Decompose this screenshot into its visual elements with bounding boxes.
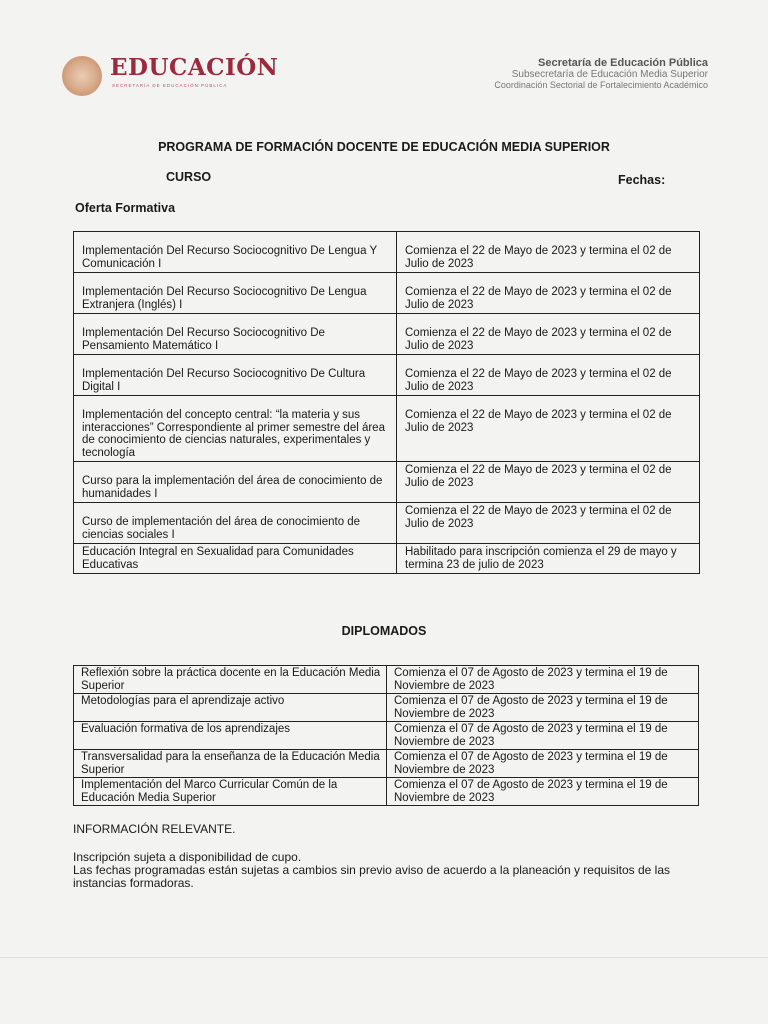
divider	[0, 957, 768, 958]
course-name: Implementación Del Recurso Sociocognitivo De Pensamiento Matemático I	[74, 314, 397, 355]
diplomado-dates: Comienza el 07 de Agosto de 2023 y termina el 19 de Noviembre de 2023	[387, 666, 699, 694]
cursos-table	[73, 231, 700, 574]
diplomado-dates: Comienza el 07 de Agosto de 2023 y termina el 19 de Noviembre de 2023	[387, 778, 699, 806]
diplomado-dates: Comienza el 07 de Agosto de 2023 y termina el 19 de Noviembre de 2023	[387, 694, 699, 722]
oferta-formativa-label: Oferta Formativa	[75, 201, 176, 215]
agency-line-2: Subsecretaría de Educación Media Superior	[511, 69, 708, 80]
diplomado-name: Metodologías para el aprendizaje activo	[74, 694, 387, 722]
course-name: Implementación Del Recurso Sociocognitivo De Lengua Y Comunicación I	[74, 232, 397, 273]
table-row	[74, 666, 699, 694]
diplomado-name: Evaluación formativa de los aprendizajes	[74, 722, 387, 750]
course-name: Curso para la implementación del área de conocimiento de humanidades I	[74, 462, 397, 503]
course-dates: Comienza el 22 de Mayo de 2023 y termina el 02 de Julio de 2023	[397, 314, 700, 355]
agency-line-3: Coordinación Sectorial de Fortalecimiento Académico	[494, 80, 708, 90]
course-dates: Comienza el 22 de Mayo de 2023 y termina el 02 de Julio de 2023	[397, 462, 700, 503]
info-line: Las fechas programadas están sujetas a cambios sin previo aviso de acuerdo a la planeación y requisitos de las instancias formadoras.	[73, 863, 671, 890]
info-title: INFORMACIÓN RELEVANTE.	[73, 822, 236, 836]
document-title: PROGRAMA DE FORMACIÓN DOCENTE DE EDUCACIÓN MEDIA SUPERIOR	[158, 140, 610, 154]
curso-label: CURSO	[166, 170, 212, 184]
table-row	[74, 722, 699, 750]
diplomados-table	[73, 665, 699, 806]
info-line: Inscripción sujeta a disponibilidad de cupo.	[73, 850, 302, 864]
table-row	[74, 232, 700, 273]
course-name: Educación Integral en Sexualidad para Comunidades Educativas	[74, 544, 397, 574]
table-row	[74, 694, 699, 722]
government-seal-icon	[62, 56, 102, 96]
table-row	[74, 750, 699, 778]
course-name: Curso de implementación del área de conocimiento de ciencias sociales I	[74, 503, 397, 544]
diplomado-name: Reflexión sobre la práctica docente en la Educación Media Superior	[74, 666, 387, 694]
table-row	[74, 462, 700, 503]
brand-subtitle: SECRETARÍA DE EDUCACIÓN PÚBLICA	[112, 83, 228, 88]
course-name: Implementación del concepto central: “la materia y sus interacciones” Correspondiente al primer semestre del área de conocimiento de ciencias naturales, experimentales y tecnología	[74, 396, 397, 462]
diplomados-title: DIPLOMADOS	[341, 624, 427, 638]
table-row	[74, 544, 700, 574]
course-dates: Comienza el 22 de Mayo de 2023 y termina el 02 de Julio de 2023	[397, 396, 700, 462]
table-row	[74, 778, 699, 806]
course-dates: Comienza el 22 de Mayo de 2023 y termina el 02 de Julio de 2023	[397, 273, 700, 314]
table-row	[74, 314, 700, 355]
course-dates: Comienza el 22 de Mayo de 2023 y termina el 02 de Julio de 2023	[397, 355, 700, 396]
diplomado-name: Implementación del Marco Curricular Común de la Educación Media Superior	[74, 778, 387, 806]
agency-line-1: Secretaría de Educación Pública	[538, 57, 708, 69]
agency-block	[494, 58, 708, 91]
brand-logo-text: EDUCACIÓN	[110, 54, 279, 81]
diplomado-dates: Comienza el 07 de Agosto de 2023 y termina el 19 de Noviembre de 2023	[387, 722, 699, 750]
table-row	[74, 396, 700, 462]
course-name: Implementación Del Recurso Sociocognitivo De Lengua Extranjera (Inglés) I	[74, 273, 397, 314]
course-dates: Comienza el 22 de Mayo de 2023 y termina el 02 de Julio de 2023	[397, 232, 700, 273]
table-row	[74, 355, 700, 396]
table-row	[74, 503, 700, 544]
table-row	[74, 273, 700, 314]
fechas-label: Fechas:	[618, 173, 666, 187]
course-dates: Comienza el 22 de Mayo de 2023 y termina el 02 de Julio de 2023	[397, 503, 700, 544]
letterhead	[60, 52, 708, 102]
diplomado-name: Transversalidad para la enseñanza de la Educación Media Superior	[74, 750, 387, 778]
info-block	[73, 851, 703, 890]
diplomado-dates: Comienza el 07 de Agosto de 2023 y termina el 19 de Noviembre de 2023	[387, 750, 699, 778]
course-name: Implementación Del Recurso Sociocognitivo De Cultura Digital I	[74, 355, 397, 396]
course-dates: Habilitado para inscripción comienza el 29 de mayo y termina 23 de julio de 2023	[397, 544, 700, 574]
